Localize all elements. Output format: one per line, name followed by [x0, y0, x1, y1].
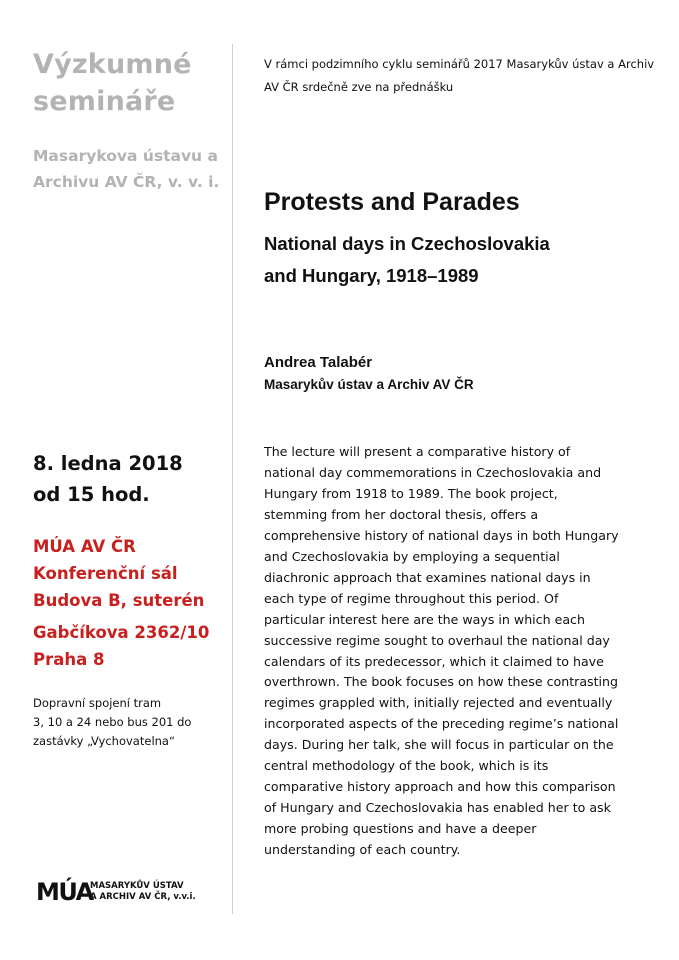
event-address	[33, 619, 209, 673]
event-date-line: 8. ledna 2018	[33, 452, 183, 475]
transport-info	[33, 694, 191, 751]
abstract-line: comparative history approach and how this comparison	[264, 779, 616, 795]
abstract-line: understanding of each country.	[264, 842, 461, 858]
abstract-line: comprehensive history of national days in both Hungary	[264, 527, 619, 543]
abstract-line: particular interest here are the ways in which each	[264, 611, 585, 627]
abstract-line: calendars of its predecessor, which it claimed to have	[264, 653, 604, 669]
venue-line: MÚA AV ČR	[33, 537, 136, 556]
left-column	[0, 0, 232, 960]
intro-text	[264, 53, 664, 99]
abstract-line: incorporated aspects of the preceding regime’s national	[264, 716, 619, 732]
event-date	[33, 448, 183, 510]
address-line: Praha 8	[33, 650, 105, 669]
transport-line: zastávky „Vychovatelna“	[33, 734, 175, 748]
series-subtitle	[33, 143, 228, 195]
abstract-line: central methodology of the book, which is its	[264, 758, 549, 774]
series-title-line: Výzkumné	[33, 49, 192, 80]
abstract-line: each type of regime throughout this period. Of	[264, 590, 559, 606]
series-subtitle-line: Archivu AV ČR, v. v. i.	[33, 173, 220, 191]
series-subtitle-line: Masarykova ústavu a	[33, 147, 218, 165]
speaker-name: Andrea Talabér	[264, 354, 373, 371]
abstract-line: days. During her talk, she will focus in particular on the	[264, 737, 614, 753]
abstract-line: The lecture will present a comparative history of	[264, 444, 571, 459]
logo-text	[90, 881, 196, 903]
lecture-abstract	[264, 442, 664, 861]
lecture-subtitle-line: and Hungary, 1918–1989	[264, 265, 479, 286]
address-line: Gabčíkova 2362/10	[33, 623, 210, 642]
intro-line: AV ČR srdečně zve na přednášku	[264, 80, 454, 94]
lecture-subtitle-line: National days in Czechoslovakia	[264, 233, 550, 254]
abstract-line: overthrown. The book focuses on how these contrasting	[264, 674, 619, 690]
transport-line: Dopravní spojení tram	[33, 696, 162, 710]
logo-mark: MÚA	[36, 878, 93, 906]
abstract-line: national day commemorations in Czechoslovakia and	[264, 464, 602, 480]
logo-text-line: MASARYKŮV ÚSTAV	[90, 881, 184, 891]
event-time-line: od 15 hod.	[33, 483, 150, 506]
event-venue	[33, 533, 204, 614]
abstract-line: Hungary from 1918 to 1989. The book project,	[264, 485, 558, 501]
venue-line: Konferenční sál	[33, 564, 178, 583]
series-title	[33, 46, 228, 120]
intro-line: V rámci podzimního cyklu seminářů 2017 Masarykův ústav a Archiv	[264, 57, 655, 71]
lecture-subtitle	[264, 228, 550, 292]
abstract-line: of Hungary and Czechoslovakia has enabled her to ask	[264, 800, 611, 816]
abstract-line: diachronic approach that examines national days in	[264, 569, 591, 585]
abstract-line: successive regime sought to overhaul the national day	[264, 632, 610, 648]
abstract-line: and Czechoslovakia by employing a sequential	[264, 548, 560, 564]
transport-line: 3, 10 a 24 nebo bus 201 do	[33, 715, 192, 729]
abstract-line: regimes grappled with, initially rejected and eventually	[264, 695, 613, 711]
logo-text-line: A ARCHIV AV ČR, v.v.i.	[90, 892, 196, 902]
abstract-line: more probing questions and have a deeper	[264, 821, 537, 837]
right-column	[264, 0, 664, 960]
column-divider	[232, 44, 233, 914]
abstract-line: stemming from her doctoral thesis, offers a	[264, 506, 539, 522]
speaker-affiliation: Masarykův ústav a Archiv AV ČR	[264, 377, 474, 392]
lecture-title: Protests and Parades	[264, 188, 520, 216]
series-title-line: semináře	[33, 86, 176, 117]
venue-line: Budova B, suterén	[33, 591, 205, 610]
